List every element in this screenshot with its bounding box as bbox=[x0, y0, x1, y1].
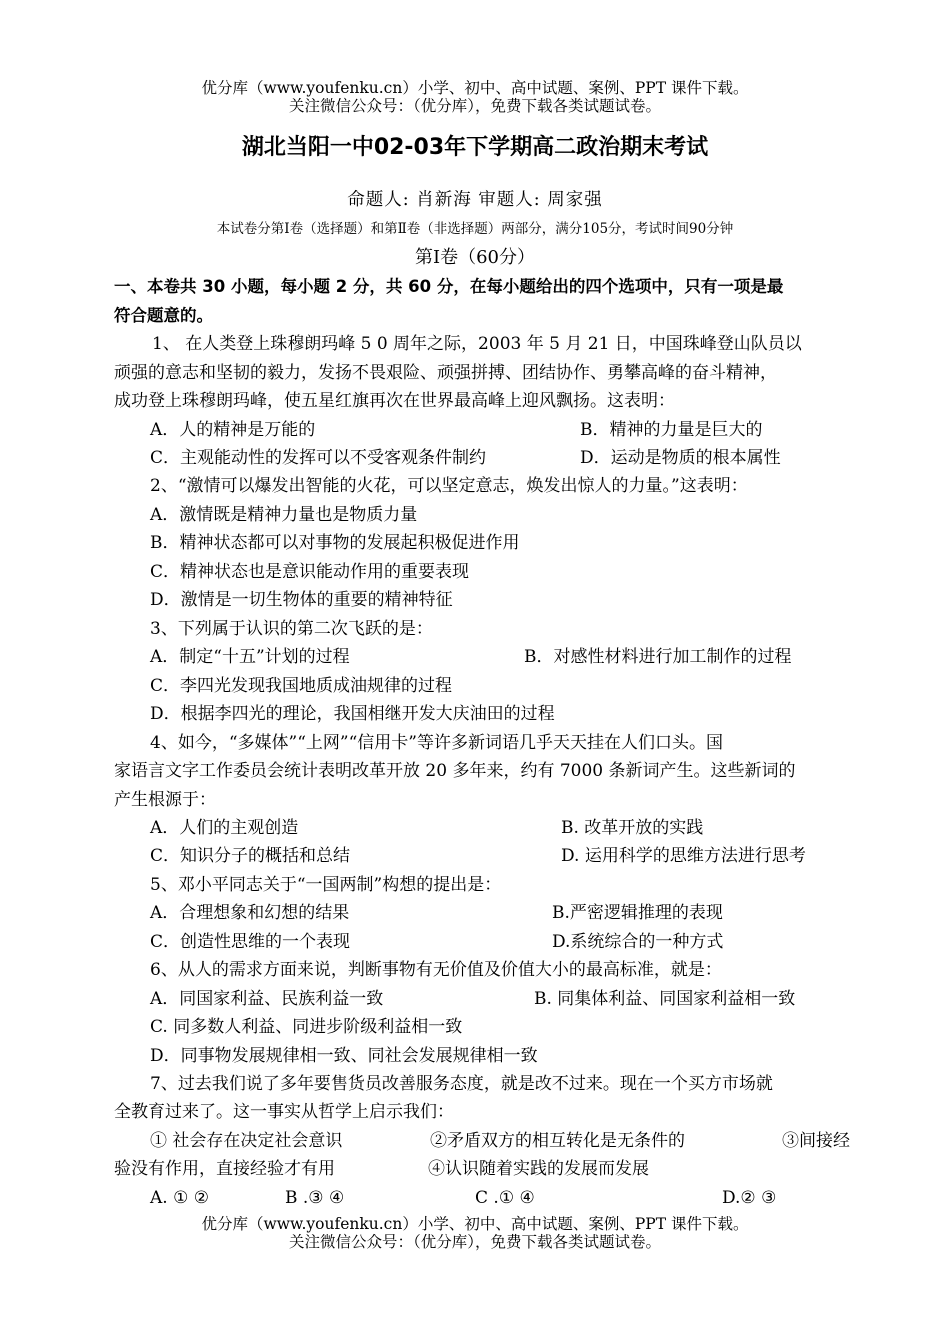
q2-line-1: 2、“激情可以爆发出智能的火花，可以坚定意志，焕发出惊人的力量。”这表明： bbox=[150, 476, 748, 496]
q2-option-d: D．激情是一切生物体的重要的精神特征 bbox=[150, 590, 453, 610]
q6-line-1: 6、从人的需求方面来说，判断事物有无价值及价值大小的最高标准，就是： bbox=[150, 960, 722, 980]
q4-line-2: 家语言文字工作委员会统计表明改革开放 20 多年来，约有 7000 条新词产生。这些新词的 bbox=[114, 761, 796, 781]
footer-line-2: 关注微信公众号：（优分库），免费下载各类试题试卷。 bbox=[288, 1233, 661, 1251]
q3-option-b: B．对感性材料进行加工制作的过程 bbox=[524, 647, 792, 667]
q4-option-c: C．知识分子的概括和总结 bbox=[150, 846, 351, 866]
q3-option-c: C．李四光发现我国地质成油规律的过程 bbox=[150, 676, 453, 696]
q4-option-d: D. 运用科学的思维方法进行思考 bbox=[561, 846, 806, 866]
q1-line-3: 成功登上珠穆朗玛峰，使五星红旗再次在世界最高峰上迎风飘扬。这表明： bbox=[114, 391, 675, 411]
q6-option-a: A．同国家利益、民族利益一致 bbox=[150, 989, 384, 1009]
q7-option-c: C .① ④ bbox=[475, 1188, 535, 1208]
q7-option-b: B .③ ④ bbox=[285, 1188, 345, 1208]
exam-note: 本试卷分第Ⅰ卷（选择题）和第Ⅱ卷（非选择题）两部分，满分105分，考试时间90分钟 bbox=[216, 221, 734, 237]
q2-option-a: A．激情既是精神力量也是物质力量 bbox=[150, 505, 418, 525]
q7-statement-2: ②矛盾双方的相互转化是无条件的 bbox=[430, 1131, 685, 1151]
q1-option-a: A．人的精神是万能的 bbox=[150, 420, 316, 440]
q2-option-b: B．精神状态都可以对事物的发展起积极促进作用 bbox=[150, 533, 520, 553]
q3-line-1: 3、下列属于认识的第二次飞跃的是： bbox=[150, 619, 433, 639]
q4-line-1: 4、如今，“多媒体”“上网”“信用卡”等许多新词语几乎天天挂在人们口头。国 bbox=[150, 733, 723, 753]
q6-option-c: C. 同多数人利益、同进步阶级利益相一致 bbox=[150, 1017, 463, 1037]
q1-option-c: C．主观能动性的发挥可以不受客观条件制约 bbox=[150, 448, 487, 468]
header-line-2: 关注微信公众号：（优分库），免费下载各类试题试卷。 bbox=[288, 97, 661, 115]
q7-option-a: A. ① ② bbox=[150, 1188, 209, 1208]
q2-option-c: C．精神状态也是意识能动作用的重要表现 bbox=[150, 562, 470, 582]
instruction-line-2: 符合题意的。 bbox=[114, 306, 213, 325]
q6-option-d: D．同事物发展规律相一致、同社会发展规律相一致 bbox=[150, 1046, 538, 1066]
q5-option-d: D.系统综合的一种方式 bbox=[552, 932, 724, 952]
q4-option-a: A．人们的主观创造 bbox=[150, 818, 299, 838]
q7-statement-3-cont: 验没有作用，直接经验才有用 bbox=[114, 1159, 335, 1179]
q7-statement-1: ① 社会存在决定社会意识 bbox=[150, 1131, 343, 1151]
q7-line-2: 全教育过来了。这一事实从哲学上启示我们： bbox=[114, 1102, 454, 1122]
footer-line-1: 优分库（www.youfenku.cn）小学、初中、高中试题、案例、PPT 课件下载。 bbox=[201, 1215, 749, 1233]
q5-option-a: A．合理想象和幻想的结果 bbox=[150, 903, 350, 923]
exam-title: 湖北当阳一中02-03年下学期高二政治期末考试 bbox=[241, 135, 709, 160]
q7-statement-4: ④认识随着实践的发展而发展 bbox=[428, 1159, 649, 1179]
q1-option-b: B．精神的力量是巨大的 bbox=[580, 420, 763, 440]
q1-line-1: 1、 在人类登上珠穆朗玛峰 5 0 周年之际，2003 年 5 月 21 日，中国珠峰登山队员以 bbox=[152, 334, 802, 354]
q7-line-1: 7、过去我们说了多年要售货员改善服务态度，就是改不过来。现在一个买方市场就 bbox=[150, 1074, 773, 1094]
q1-option-d: D．运动是物质的根本属性 bbox=[580, 448, 781, 468]
q5-line-1: 5、邓小平同志关于“一国两制”构想的提出是： bbox=[150, 875, 502, 895]
authors: 命题人: 肖新海 审题人: 周家强 bbox=[347, 190, 603, 210]
q5-option-c: C．创造性思维的一个表现 bbox=[150, 932, 351, 952]
section-title: 第Ⅰ卷（60分） bbox=[414, 247, 535, 268]
header-line-1: 优分库（www.youfenku.cn）小学、初中、高中试题、案例、PPT 课件下载。 bbox=[201, 79, 749, 97]
q3-option-a: A．制定“十五”计划的过程 bbox=[150, 647, 350, 667]
q7-option-d: D.② ③ bbox=[722, 1188, 777, 1208]
q6-option-b: B. 同集体利益、同国家利益相一致 bbox=[534, 989, 796, 1009]
q4-line-3: 产生根源于： bbox=[114, 790, 216, 810]
q1-line-2: 顽强的意志和坚韧的毅力，发扬不畏艰险、顽强拼搏、团结协作、勇攀高峰的奋斗精神， bbox=[114, 363, 777, 383]
q7-statement-3: ③间接经 bbox=[782, 1131, 850, 1151]
q3-option-d: D．根据李四光的理论，我国相继开发大庆油田的过程 bbox=[150, 704, 555, 724]
q5-option-b: B.严密逻辑推理的表现 bbox=[552, 903, 723, 923]
instruction-line-1: 一、本卷共 30 小题，每小题 2 分，共 60 分，在每小题给出的四个选项中，只有一项是最 bbox=[114, 277, 784, 296]
q4-option-b: B. 改革开放的实践 bbox=[561, 818, 704, 838]
